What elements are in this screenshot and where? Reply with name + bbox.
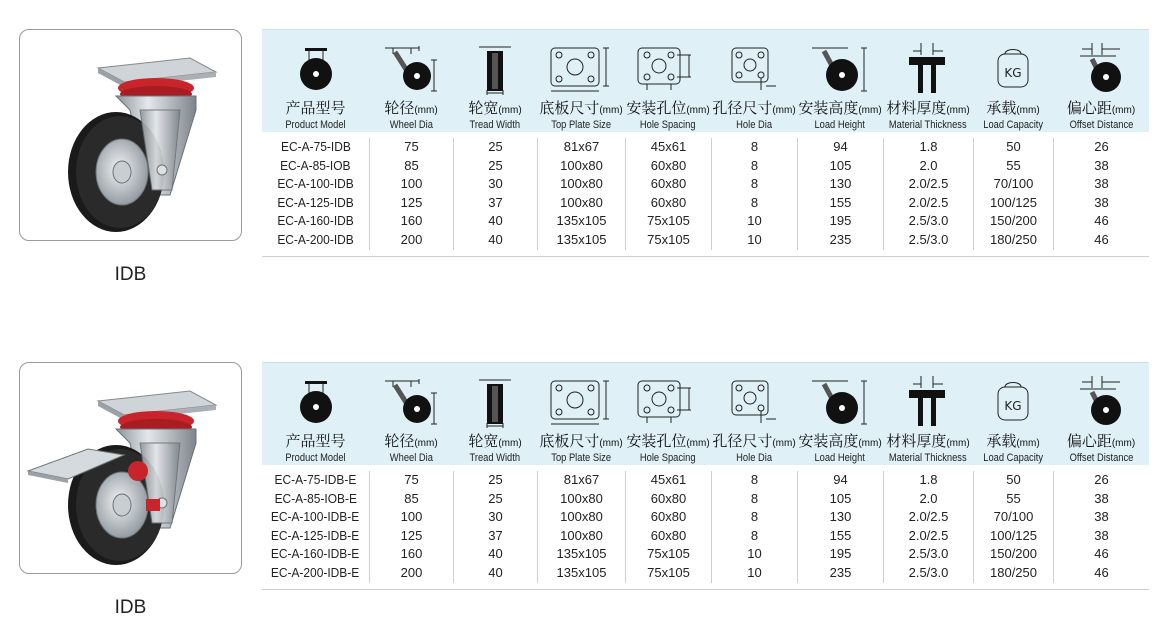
column-title-en: Wheel Dia <box>389 119 433 131</box>
table-cell: 8 <box>750 509 759 525</box>
column-unit: (mm) <box>686 438 710 449</box>
column-title-cn-text: 孔径尺寸 <box>712 100 773 117</box>
product-model-cell: EC-A-200-IDB-E <box>271 564 360 580</box>
spec-table <box>262 29 1149 257</box>
tread-width-icon <box>475 40 515 98</box>
table-cell: 55 <box>1006 157 1021 173</box>
table-cell: 46 <box>1094 564 1109 580</box>
table-cell: 235 <box>829 564 852 580</box>
column-header <box>711 30 797 132</box>
column-title-cn <box>285 433 345 452</box>
column-header <box>973 30 1053 132</box>
table-cell: 94 <box>833 139 848 154</box>
table-cell: 100/125 <box>990 527 1037 543</box>
column-title-cn <box>626 100 709 119</box>
column-title-en: Material Thickness <box>889 452 967 464</box>
column-title-en: Tread Width <box>469 452 521 464</box>
column-title-cn-text: 安装高度 <box>798 433 859 450</box>
table-cell: 75 <box>404 472 419 487</box>
table-cell: 195 <box>829 213 852 229</box>
table-cell: 125 <box>400 527 423 543</box>
table-column <box>537 138 625 250</box>
table-cell: 38 <box>1094 490 1109 506</box>
table-cell: 8 <box>750 490 759 506</box>
spec-table-header <box>262 362 1149 465</box>
column-title-cn <box>986 100 1039 119</box>
product-model-cell: EC-A-75-IDB <box>280 139 351 154</box>
column-header <box>453 363 537 465</box>
column-header <box>262 30 369 132</box>
column-title-cn-text: 轮宽 <box>468 100 499 117</box>
column-title-en: Hole Dia <box>736 452 772 464</box>
table-cell: 85 <box>404 157 419 173</box>
table-cell: 37 <box>488 527 503 543</box>
column-title-cn-text: 偏心距 <box>1066 100 1112 117</box>
table-cell: 180/250 <box>990 564 1037 580</box>
column-header <box>453 30 537 132</box>
table-cell: 135x105 <box>556 546 607 562</box>
table-cell: 100x80 <box>560 490 603 506</box>
swivel-caster-with-brake-photo <box>19 362 242 574</box>
table-cell: 2.0/2.5 <box>908 527 949 543</box>
table-cell: 70/100 <box>993 176 1034 192</box>
column-title-cn-text: 孔径尺寸 <box>712 433 773 450</box>
column-header <box>262 363 369 465</box>
column-title-cn <box>712 433 795 452</box>
table-cell: 1.8 <box>919 472 938 487</box>
product-block <box>0 0 1175 310</box>
table-column <box>797 471 883 583</box>
column-title-en: Product Model <box>285 119 346 131</box>
table-cell: 150/200 <box>990 213 1037 229</box>
table-cell: 2.0 <box>919 157 938 173</box>
column-title-cn <box>798 433 881 452</box>
table-cell: 60x80 <box>650 509 687 525</box>
table-cell: 75 <box>404 139 419 154</box>
table-column <box>369 471 453 583</box>
table-column <box>453 138 537 250</box>
product-model-cell: EC-A-85-IOB <box>280 157 351 173</box>
table-cell: 46 <box>1094 213 1109 229</box>
table-column <box>1053 138 1149 250</box>
column-title-cn-text: 产品型号 <box>285 100 346 117</box>
column-header <box>1053 30 1149 132</box>
column-unit: (mm) <box>498 438 522 449</box>
column-title-cn-text: 承载 <box>986 100 1017 117</box>
column-title-cn-text: 底板尺寸 <box>539 433 600 450</box>
table-cell: 130 <box>829 509 852 525</box>
table-column <box>973 471 1053 583</box>
table-column <box>625 471 711 583</box>
table-cell: 100x80 <box>560 509 603 525</box>
product-caption: IDB <box>114 597 147 618</box>
table-cell: 55 <box>1006 490 1021 506</box>
table-cell: 85 <box>404 490 419 506</box>
spec-table-body <box>262 465 1149 590</box>
table-cell: 2.5/3.0 <box>908 564 949 580</box>
table-cell: 130 <box>829 176 852 192</box>
column-title-cn <box>1067 100 1135 119</box>
column-unit: (mm) <box>1016 105 1040 116</box>
table-column <box>883 138 973 250</box>
column-title-cn <box>285 100 345 119</box>
table-cell: 8 <box>750 176 759 192</box>
table-cell: 46 <box>1094 231 1109 247</box>
table-cell: 70/100 <box>993 509 1034 525</box>
top-plate-size-icon <box>546 373 616 431</box>
svg-text:KG: KG <box>1004 66 1022 80</box>
swivel-caster-photo <box>19 29 242 241</box>
table-cell: 125 <box>400 194 423 210</box>
table-cell: 2.0 <box>919 490 938 506</box>
column-title-en: Offset Distance <box>1069 452 1133 464</box>
hole-spacing-icon <box>633 40 703 98</box>
column-header <box>625 30 711 132</box>
table-cell: 38 <box>1094 194 1109 210</box>
column-title-cn-text: 轮径 <box>384 433 415 450</box>
table-cell: 60x80 <box>650 157 687 173</box>
top-plate-size-icon <box>546 40 616 98</box>
product-model-cell: EC-A-125-IDB <box>277 194 354 210</box>
table-cell: 100x80 <box>560 176 603 192</box>
column-header <box>797 30 883 132</box>
column-title-en: Load Height <box>814 119 866 131</box>
table-cell: 40 <box>488 213 503 229</box>
column-title-cn-text: 承载 <box>986 433 1017 450</box>
product-model-cell: EC-A-100-IDB <box>277 176 354 192</box>
column-title-en: Wheel Dia <box>389 452 433 464</box>
product-model-cell: EC-A-160-IDB <box>277 213 354 229</box>
column-title-cn-text: 材料厚度 <box>886 433 947 450</box>
column-title-en: Top Plate Size <box>551 119 611 131</box>
table-cell: 200 <box>400 564 423 580</box>
column-title-en: Tread Width <box>469 119 521 131</box>
hole-dia-icon <box>724 373 784 431</box>
table-cell: 105 <box>829 490 852 506</box>
table-cell: 75x105 <box>647 213 690 229</box>
table-cell: 100 <box>400 509 423 525</box>
offset-distance-icon <box>1076 373 1126 431</box>
table-cell: 8 <box>750 139 759 154</box>
table-cell: 10 <box>747 564 762 580</box>
column-title-cn <box>626 433 709 452</box>
wheel-diameter-icon <box>383 40 439 98</box>
table-cell: 50 <box>1006 472 1021 487</box>
column-header <box>1053 363 1149 465</box>
kg-weight-icon <box>995 40 1031 98</box>
table-cell: 60x80 <box>650 527 687 543</box>
column-title-cn <box>468 433 521 452</box>
product-model-cell: EC-A-125-IDB-E <box>271 527 360 543</box>
table-cell: 40 <box>488 546 503 562</box>
product-model-cell: EC-A-200-IDB <box>277 231 354 247</box>
table-cell: 38 <box>1094 509 1109 525</box>
table-cell: 40 <box>488 564 503 580</box>
column-title-en: Load Height <box>814 452 866 464</box>
column-header <box>537 363 625 465</box>
column-title-en: Top Plate Size <box>551 452 611 464</box>
column-title-cn <box>539 100 622 119</box>
table-cell: 10 <box>747 546 762 562</box>
column-title-cn-text: 安装高度 <box>798 100 859 117</box>
column-title-cn <box>798 100 881 119</box>
table-cell: 135x105 <box>556 213 607 229</box>
column-header <box>883 363 973 465</box>
table-cell: 8 <box>750 472 759 487</box>
table-cell: 135x105 <box>556 231 607 247</box>
column-title-cn <box>886 100 969 119</box>
svg-text:KG: KG <box>1004 399 1022 413</box>
caster-side-icon <box>296 40 336 98</box>
column-unit: (mm) <box>686 105 710 116</box>
column-title-cn-text: 安装孔位 <box>626 433 687 450</box>
table-column <box>369 138 453 250</box>
table-cell: 1.8 <box>919 139 938 154</box>
column-header <box>883 30 973 132</box>
table-cell: 25 <box>488 490 503 506</box>
table-column <box>625 138 711 250</box>
table-cell: 45x61 <box>650 472 687 487</box>
table-cell: 2.0/2.5 <box>908 176 949 192</box>
table-cell: 94 <box>833 472 848 487</box>
column-title-cn <box>986 433 1039 452</box>
table-column <box>262 471 369 583</box>
load-height-icon <box>810 373 870 431</box>
table-cell: 25 <box>488 157 503 173</box>
table-column <box>973 138 1053 250</box>
table-cell: 155 <box>829 194 852 210</box>
table-cell: 2.5/3.0 <box>908 546 949 562</box>
column-title-en: Material Thickness <box>889 119 967 131</box>
table-cell: 100x80 <box>560 194 603 210</box>
material-thickness-icon <box>903 40 953 98</box>
spec-table-body <box>262 132 1149 257</box>
hole-spacing-icon <box>633 373 703 431</box>
column-title-en: Hole Spacing <box>640 119 696 131</box>
table-cell: 38 <box>1094 527 1109 543</box>
column-title-cn <box>886 433 969 452</box>
table-column <box>711 138 797 250</box>
table-cell: 46 <box>1094 546 1109 562</box>
table-cell: 2.5/3.0 <box>908 213 949 229</box>
table-cell: 81x67 <box>563 472 600 487</box>
table-cell: 75x105 <box>647 231 690 247</box>
spec-table <box>262 362 1149 590</box>
table-cell: 10 <box>747 213 762 229</box>
column-title-cn-text: 偏心距 <box>1066 433 1112 450</box>
table-cell: 38 <box>1094 176 1109 192</box>
column-title-en: Load Capacity <box>983 119 1043 131</box>
column-header <box>797 363 883 465</box>
table-cell: 235 <box>829 231 852 247</box>
column-title-en: Hole Spacing <box>640 452 696 464</box>
table-cell: 8 <box>750 527 759 543</box>
column-unit: (mm) <box>772 438 796 449</box>
column-title-cn <box>468 100 521 119</box>
table-cell: 37 <box>488 194 503 210</box>
table-cell: 100x80 <box>560 157 603 173</box>
table-cell: 180/250 <box>990 231 1037 247</box>
table-cell: 100/125 <box>990 194 1037 210</box>
table-cell: 60x80 <box>650 176 687 192</box>
table-cell: 200 <box>400 231 423 247</box>
table-cell: 100x80 <box>560 527 603 543</box>
table-column <box>1053 471 1149 583</box>
column-header <box>711 363 797 465</box>
table-cell: 195 <box>829 546 852 562</box>
column-title-cn-text: 轮宽 <box>468 433 499 450</box>
table-cell: 25 <box>488 472 503 487</box>
table-cell: 8 <box>750 157 759 173</box>
column-unit: (mm) <box>414 105 438 116</box>
column-title-cn-text: 轮径 <box>384 100 415 117</box>
table-cell: 2.5/3.0 <box>908 231 949 247</box>
table-cell: 60x80 <box>650 194 687 210</box>
product-model-cell: EC-A-85-IOB-E <box>274 490 357 506</box>
column-title-cn <box>1067 433 1135 452</box>
table-cell: 40 <box>488 231 503 247</box>
table-cell: 2.0/2.5 <box>908 194 949 210</box>
table-cell: 105 <box>829 157 852 173</box>
table-column <box>797 138 883 250</box>
table-cell: 150/200 <box>990 546 1037 562</box>
column-title-cn <box>712 100 795 119</box>
column-unit: (mm) <box>414 438 438 449</box>
table-column <box>537 471 625 583</box>
column-header <box>537 30 625 132</box>
column-header <box>369 30 453 132</box>
column-title-en: Offset Distance <box>1069 119 1133 131</box>
table-cell: 25 <box>488 139 503 154</box>
material-thickness-icon <box>903 373 953 431</box>
column-unit: (mm) <box>858 105 882 116</box>
column-title-en: Product Model <box>285 452 346 464</box>
table-cell: 26 <box>1094 139 1109 154</box>
product-block <box>0 333 1175 643</box>
table-column <box>711 471 797 583</box>
table-column <box>453 471 537 583</box>
offset-distance-icon <box>1076 40 1126 98</box>
column-unit: (mm) <box>498 105 522 116</box>
table-cell: 75x105 <box>647 546 690 562</box>
column-title-en: Load Capacity <box>983 452 1043 464</box>
table-cell: 60x80 <box>650 490 687 506</box>
product-model-cell: EC-A-160-IDB-E <box>271 546 360 562</box>
spec-table-header <box>262 29 1149 132</box>
table-cell: 2.0/2.5 <box>908 509 949 525</box>
table-column <box>262 138 369 250</box>
table-cell: 50 <box>1006 139 1021 154</box>
column-unit: (mm) <box>858 438 882 449</box>
product-caption: IDB <box>114 264 147 285</box>
table-cell: 155 <box>829 527 852 543</box>
caster-side-icon <box>296 373 336 431</box>
column-unit: (mm) <box>1111 438 1136 449</box>
column-unit: (mm) <box>1016 438 1040 449</box>
column-unit: (mm) <box>946 438 970 449</box>
table-cell: 81x67 <box>563 139 600 154</box>
column-header <box>625 363 711 465</box>
table-cell: 75x105 <box>647 564 690 580</box>
table-cell: 26 <box>1094 472 1109 487</box>
column-title-cn-text: 材料厚度 <box>886 100 947 117</box>
wheel-diameter-icon <box>383 373 439 431</box>
table-cell: 8 <box>750 194 759 210</box>
table-cell: 38 <box>1094 157 1109 173</box>
column-title-cn-text: 底板尺寸 <box>539 100 600 117</box>
column-header <box>369 363 453 465</box>
table-cell: 30 <box>488 509 503 525</box>
table-cell: 135x105 <box>556 564 607 580</box>
column-unit: (mm) <box>772 105 796 116</box>
table-cell: 30 <box>488 176 503 192</box>
load-height-icon <box>810 40 870 98</box>
column-unit: (mm) <box>946 105 970 116</box>
column-unit: (mm) <box>599 438 623 449</box>
column-title-cn-text: 安装孔位 <box>626 100 687 117</box>
table-cell: 10 <box>747 231 762 247</box>
table-cell: 160 <box>400 546 423 562</box>
column-header <box>973 363 1053 465</box>
tread-width-icon <box>475 373 515 431</box>
table-cell: 100 <box>400 176 423 192</box>
column-unit: (mm) <box>1111 105 1136 116</box>
table-cell: 160 <box>400 213 423 229</box>
hole-dia-icon <box>724 40 784 98</box>
table-cell: 45x61 <box>650 139 687 154</box>
column-title-cn <box>384 100 437 119</box>
column-unit: (mm) <box>599 105 623 116</box>
kg-weight-icon <box>995 373 1031 431</box>
column-title-cn-text: 产品型号 <box>285 433 346 450</box>
product-model-cell: EC-A-75-IDB-E <box>274 472 357 487</box>
column-title-en: Hole Dia <box>736 119 772 131</box>
column-title-cn <box>384 433 437 452</box>
product-model-cell: EC-A-100-IDB-E <box>271 509 360 525</box>
table-column <box>883 471 973 583</box>
column-title-cn <box>539 433 622 452</box>
